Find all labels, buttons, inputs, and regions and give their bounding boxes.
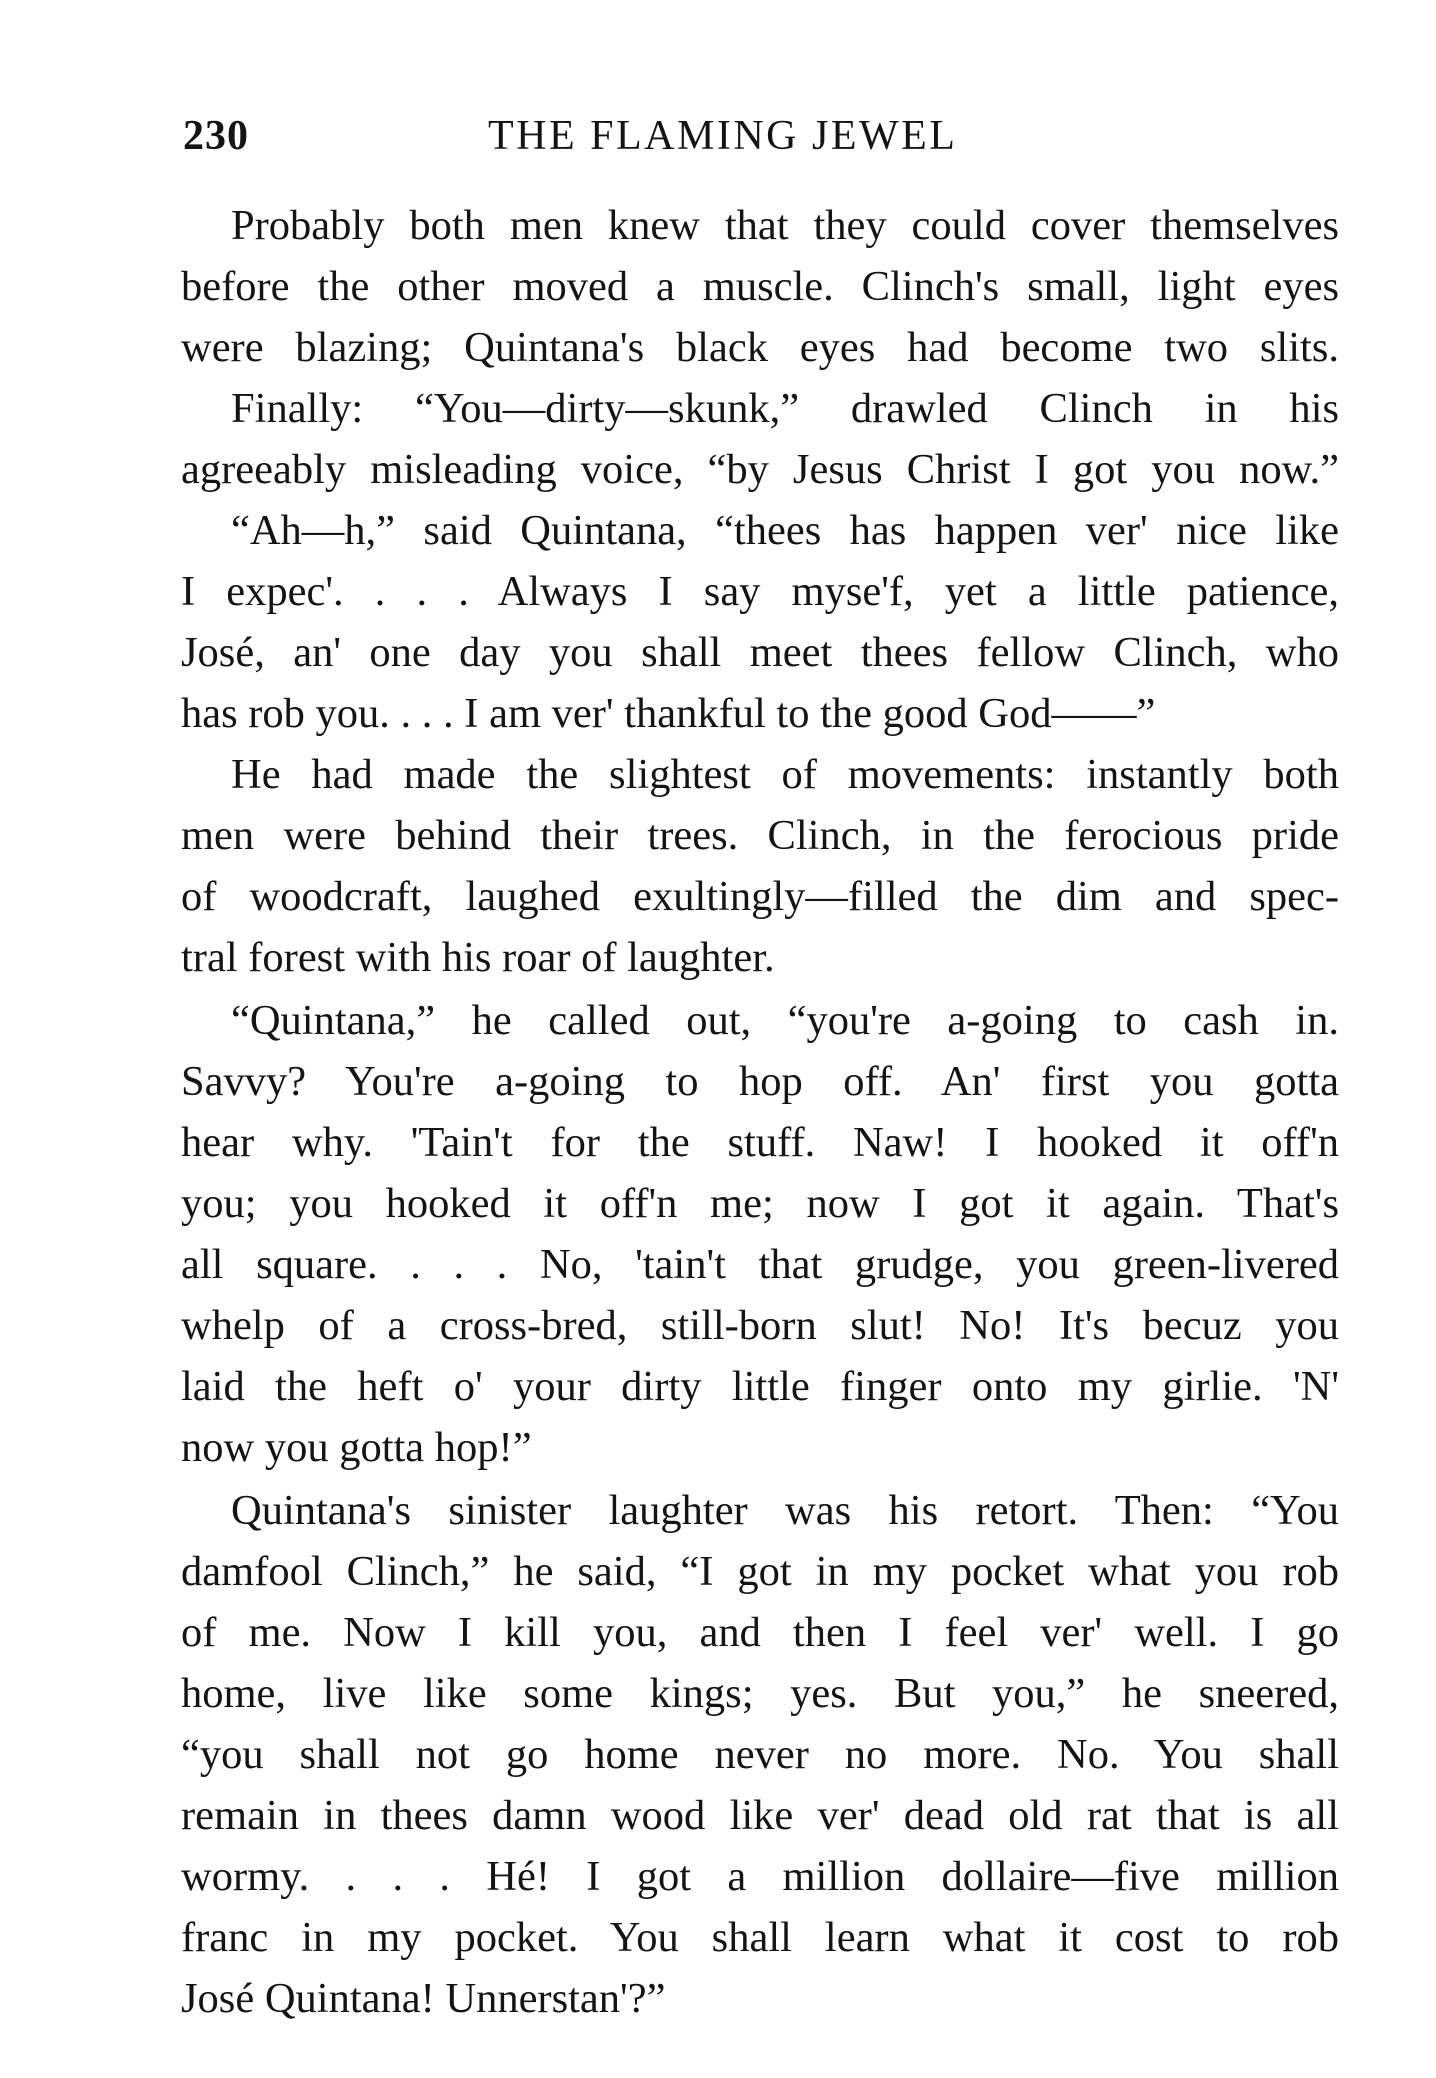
- text-line: has rob you. . . . I am ver' thankful to the good God——”: [181, 690, 1156, 737]
- text-line: now you gotta hop!”: [181, 1424, 532, 1471]
- text-line: “Ah—h,” said Quintana, “thees has happen ver' nice like: [231, 507, 1339, 554]
- text-line: whelp of a cross-bred, still-born slut! No! It's becuz you: [181, 1302, 1339, 1349]
- text-line: “you shall not go home never no more. No. You shall: [181, 1731, 1339, 1778]
- text-line: “Quintana,” he called out, “you're a-going to cash in.: [231, 997, 1339, 1044]
- text-line: Probably both men knew that they could cover themselves: [231, 202, 1339, 249]
- text-line: hear why. 'Tain't for the stuff. Naw! I hooked it off'n: [181, 1119, 1339, 1166]
- text-line: you; you hooked it off'n me; now I got it again. That's: [181, 1180, 1339, 1227]
- text-line: of me. Now I kill you, and then I feel ver' well. I go: [181, 1609, 1339, 1656]
- page-number: 230: [183, 113, 249, 159]
- body-text: [181, 195, 1339, 2029]
- text-line: of woodcraft, laughed exultingly—filled the dim and spec-: [181, 873, 1339, 920]
- text-line: home, live like some kings; yes. But you,” he sneered,: [181, 1670, 1339, 1717]
- text-line: agreeably misleading voice, “by Jesus Christ I got you now.”: [181, 446, 1339, 493]
- text-line: Savvy? You're a-going to hop off. An' first you gotta: [181, 1058, 1339, 1105]
- running-head: [183, 112, 1338, 172]
- text-line: before the other moved a muscle. Clinch's small, light eyes: [181, 263, 1339, 310]
- text-line: all square. . . . No, 'tain't that grudge, you green-livered: [181, 1241, 1339, 1288]
- text-line: He had made the slightest of movements: instantly both: [231, 751, 1339, 798]
- text-line: tral forest with his roar of laughter.: [181, 934, 775, 981]
- text-line: damfool Clinch,” he said, “I got in my pocket what you rob: [181, 1548, 1339, 1595]
- running-title: THE FLAMING JEWEL: [488, 113, 958, 159]
- text-line: laid the heft o' your dirty little finger onto my girlie. 'N': [181, 1363, 1339, 1410]
- text-line: remain in thees damn wood like ver' dead old rat that is all: [181, 1792, 1339, 1839]
- text-line: were blazing; Quintana's black eyes had become two slits.: [181, 324, 1339, 371]
- text-line: franc in my pocket. You shall learn what it cost to rob: [181, 1914, 1339, 1961]
- text-line: Quintana's sinister laughter was his retort. Then: “You: [231, 1487, 1339, 1534]
- text-line: José Quintana! Unnerstan'?”: [181, 1975, 666, 2022]
- text-line: wormy. . . . Hé! I got a million dollaire—five million: [181, 1853, 1339, 1900]
- text-line: Finally: “You—dirty—skunk,” drawled Clinch in his: [231, 385, 1339, 432]
- text-line: I expec'. . . . Always I say myse'f, yet a little patience,: [181, 568, 1339, 615]
- text-line: men were behind their trees. Clinch, in the ferocious pride: [181, 812, 1339, 859]
- text-line: José, an' one day you shall meet thees fellow Clinch, who: [181, 629, 1339, 676]
